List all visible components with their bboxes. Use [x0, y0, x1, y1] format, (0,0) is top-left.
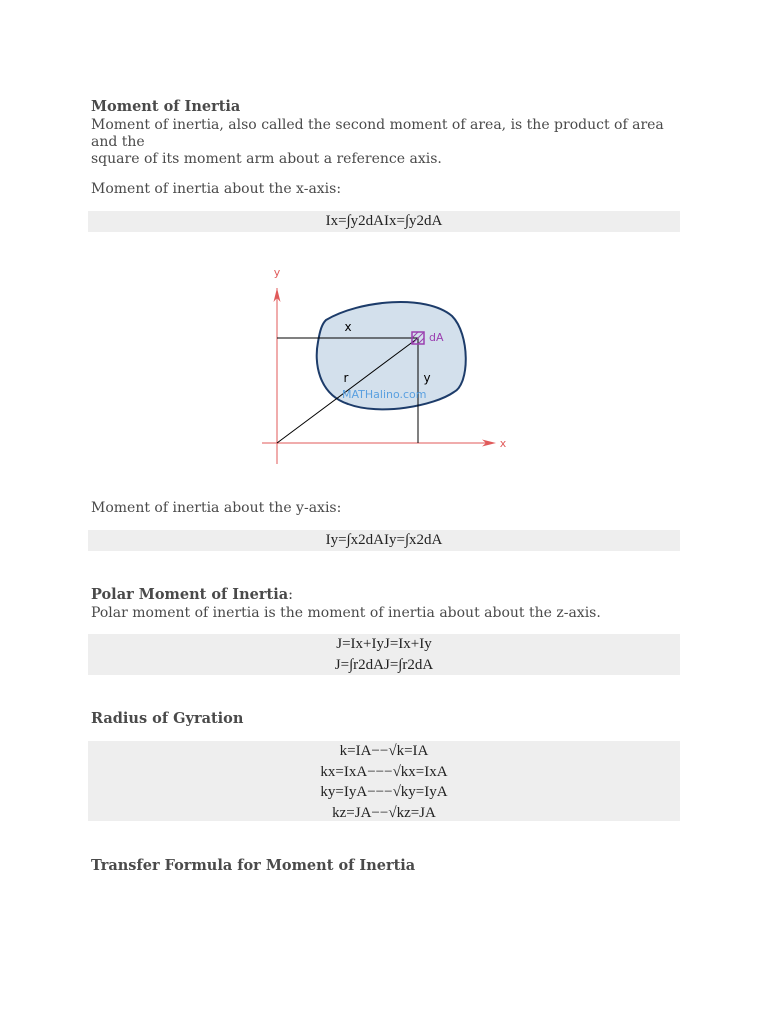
- gyration-formula-box: [88, 741, 680, 821]
- x-axis-formula: Ix=∫y2dAIx=∫y2dA: [325, 213, 443, 229]
- gyration-formula-line3: ky=IyA−−−√ky=IyA: [320, 784, 448, 800]
- x-axis-formula-box: [88, 211, 680, 232]
- gyration-formula-line1: k=IA−−√k=IA: [339, 743, 429, 759]
- y-axis-formula: Iy=∫x2dAIy=∫x2dA: [325, 532, 443, 548]
- y-axis-label: y: [273, 266, 281, 279]
- y-axis-label: Moment of inertia about the y-axis:: [91, 500, 342, 516]
- moi-description-line1: Moment of inertia, also called the second moment of area, is the product of area and the: [91, 117, 664, 150]
- moment-of-inertia-diagram: [256, 258, 512, 470]
- moi-description: [91, 117, 691, 168]
- polar-description: Polar moment of inertia is the moment of inertia about about the z-axis.: [91, 605, 601, 621]
- polar-formula-box: [88, 634, 680, 675]
- dA-label: dA: [429, 331, 444, 344]
- r-label: r: [343, 371, 349, 385]
- y-axis-formula-box: [88, 530, 680, 551]
- polar-heading-text: Polar Moment of Inertia: [91, 586, 289, 603]
- x-axis-label: Moment of inertia about the x-axis:: [91, 181, 342, 197]
- x-dimension-label: x: [344, 320, 352, 334]
- watermark-text: MATHalino.com: [342, 388, 427, 401]
- x-axis-label: x: [499, 437, 507, 450]
- transfer-heading: Transfer Formula for Moment of Inertia: [91, 857, 416, 874]
- polar-heading-colon: :: [288, 587, 293, 603]
- moi-heading: Moment of Inertia: [91, 98, 241, 115]
- polar-heading: [91, 586, 293, 603]
- gyration-formula-line4: kz=JA−−√kz=JA: [332, 804, 436, 821]
- moi-description-line2: square of its moment arm about a reference axis.: [91, 151, 442, 167]
- gyration-heading: Radius of Gyration: [91, 710, 244, 727]
- polar-formula-line2: J=∫r2dAJ=∫r2dA: [334, 656, 434, 673]
- y-dimension-label: y: [423, 371, 431, 385]
- polar-formula-line1: J=Ix+IyJ=Ix+Iy: [336, 636, 432, 652]
- gyration-formula-line2: kx=IxA−−−√kx=IxA: [320, 763, 448, 780]
